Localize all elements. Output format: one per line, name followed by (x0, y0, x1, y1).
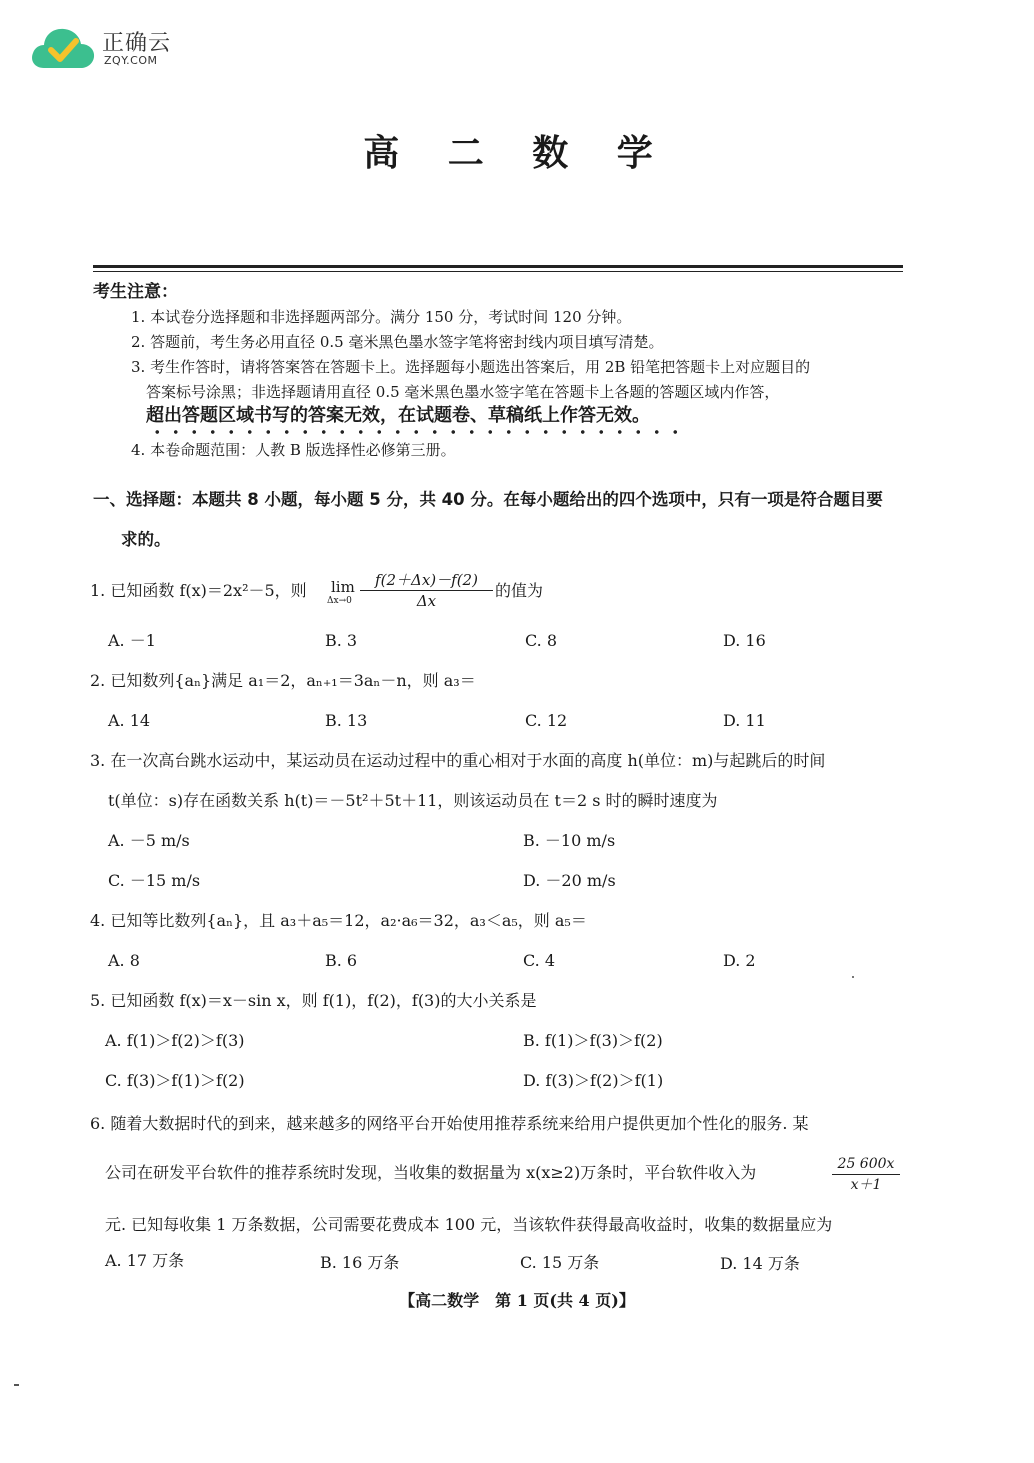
q3-option-c: C. －15 m/s (108, 871, 201, 890)
notice-item-2: 2. 答题前，考生务必用直径 0.5 毫米黑色墨水签字笔将密封线内项目填写清楚。 (131, 333, 664, 351)
q6-option-c: C. 15 万条 (520, 1253, 600, 1272)
section-heading: 一、选择题：本题共 8 小题，每小题 5 分，共 40 分。在每小题给出的四个选项中，只有一项是符合题目要 (93, 490, 883, 509)
q5-text: 5. 已知函数 f(x)＝x－sin x，则 f(1)，f(2)，f(3)的大小关系是 (90, 991, 537, 1010)
notice-emphasis: 超出答题区域书写的答案无效，在试题卷、草稿纸上作答无效。 (146, 405, 650, 426)
q5-option-d: D. f(3)＞f(2)＞f(1) (523, 1071, 664, 1090)
q6-line2: 公司在研发平台软件的推荐系统时发现，当收集的数据量为 x(x≥2)万条时，平台软件收入为 (105, 1163, 757, 1182)
q5-option-b: B. f(1)＞f(3)＞f(2) (523, 1031, 663, 1050)
q1-fraction-num: f(2＋Δx)－f(2) (360, 570, 493, 591)
q3-option-d: D. －20 m/s (523, 871, 616, 890)
notice-item-4: 4. 本卷命题范围：人教 B 版选择性必修第三册。 (131, 441, 456, 459)
logo-name: 正确云 (102, 31, 172, 56)
header-rule-thick (93, 265, 903, 268)
cloud-check-icon (30, 22, 96, 72)
q5-option-c: C. f(3)＞f(1)＞f(2) (105, 1071, 245, 1090)
q6-fraction-den: x＋1 (850, 1177, 882, 1193)
q6-option-d: D. 14 万条 (720, 1254, 800, 1273)
emphasis-dots (148, 430, 678, 434)
header-rule-thin (93, 271, 903, 272)
q1-option-c: C. 8 (525, 631, 558, 650)
scan-mark (14, 1384, 19, 1386)
section-heading-cont: 求的。 (121, 530, 171, 549)
scan-speck (852, 976, 854, 978)
q4-option-d: D. 2 (723, 951, 756, 970)
q2-option-a: A. 14 (108, 711, 151, 730)
q4-option-a: A. 8 (108, 951, 140, 970)
notice-item-3: 3. 考生作答时，请将答案答在答题卡上。选择题每小题选出答案后，用 2B 铅笔把答题卡上对应题目的 (131, 358, 811, 376)
q3-option-b: B. －10 m/s (523, 831, 616, 850)
page-footer: 【高二数学 第 1 页(共 4 页)】 (399, 1291, 635, 1310)
page-title: 高 二 数 学 (363, 132, 671, 174)
q6-fraction (832, 1154, 900, 1195)
q3-option-a: A. －5 m/s (108, 831, 190, 850)
q1-fraction-den: Δx (416, 592, 437, 610)
q6-line1: 6. 随着大数据时代的到来，越来越多的网络平台开始使用推荐系统来给用户提供更加个性化的服务. 某 (90, 1114, 809, 1133)
q2-option-d: D. 11 (723, 711, 766, 730)
notice-item-1: 1. 本试卷分选择题和非选择题两部分。满分 150 分，考试时间 120 分钟。 (131, 308, 632, 326)
q3-line2: t(单位：s)存在函数关系 h(t)＝－5t²＋5t＋11，则该运动员在 t＝2 s 时的瞬时速度为 (108, 791, 718, 810)
q2-option-b: B. 13 (325, 711, 368, 730)
q6-option-a: A. 17 万条 (105, 1251, 185, 1270)
q4-option-b: B. 6 (325, 951, 358, 970)
q1-option-b: B. 3 (325, 631, 358, 650)
q6-line3: 元. 已知每收集 1 万条数据，公司需要花费成本 100 元，当该软件获得最高收益时，收集的数据量应为 (105, 1215, 833, 1234)
notice-heading: 考生注意： (93, 282, 178, 302)
q1-lim-sub: Δx→0 (327, 596, 352, 606)
zqy-logo (30, 22, 190, 74)
q1-prefix: 1. 已知函数 f(x)＝2x²－5，则 (90, 581, 307, 600)
q2-option-c: C. 12 (525, 711, 568, 730)
q2-text: 2. 已知数列{aₙ}满足 a₁＝2，aₙ₊₁＝3aₙ－n，则 a₃＝ (90, 671, 476, 690)
q3-line1: 3. 在一次高台跳水运动中，某运动员在运动过程中的重心相对于水面的高度 h(单位：m)与起跳后的时间 (90, 751, 826, 770)
q1-option-d: D. 16 (723, 631, 766, 650)
q1-suffix: 的值为 (495, 581, 544, 600)
q1-fraction (360, 570, 493, 611)
q6-option-b: B. 16 万条 (320, 1253, 400, 1272)
q4-option-c: C. 4 (523, 951, 556, 970)
q1-lim: lim (331, 578, 355, 596)
q6-fraction-num: 25 600x (832, 1154, 900, 1175)
q5-option-a: A. f(1)＞f(2)＞f(3) (105, 1031, 245, 1050)
q1-option-a: A. －1 (108, 631, 156, 650)
q4-text: 4. 已知等比数列{aₙ}，且 a₃＋a₅＝12，a₂·a₆＝32，a₃＜a₅，则 a₅＝ (90, 911, 587, 930)
logo-domain: ZQY.COM (104, 54, 158, 67)
notice-item-3-cont: 答案标号涂黑；非选择题请用直径 0.5 毫米黑色墨水签字笔在答题卡上各题的答题区域内作答， (146, 383, 780, 401)
